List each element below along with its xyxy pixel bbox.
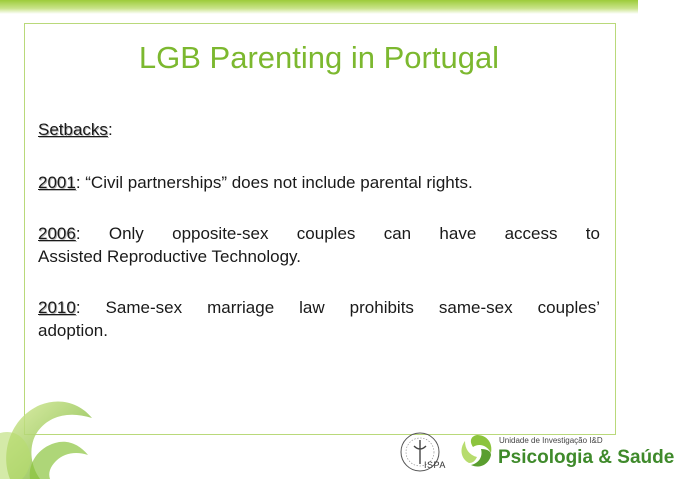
setback-line-2010-1 xyxy=(38,296,600,319)
top-gradient-band xyxy=(0,0,638,14)
research-unit-logo-icon xyxy=(457,431,497,471)
setback-item-2006 xyxy=(38,222,600,268)
setbacks-label: Setbacks xyxy=(38,120,108,139)
slide-title: LGB Parenting in Portugal xyxy=(138,40,500,75)
year-2001: 2001 xyxy=(38,173,76,192)
setbacks-colon: : xyxy=(107,120,113,139)
setback-text-2006-b: Assisted Reproductive Technology. xyxy=(38,247,302,266)
setback-text-2006-a: : Only opposite-sex couples can have access to xyxy=(75,224,600,243)
unit-name: Psicologia & Saúde xyxy=(498,447,674,468)
setback-item-2010 xyxy=(38,296,600,342)
setback-text-2010-b: adoption. xyxy=(38,321,108,340)
green-swirl-logo-icon xyxy=(0,393,96,479)
setback-text-2010-a: : Same-sex marriage law prohibits same-sex couples’ xyxy=(75,298,600,317)
ispa-label: ISPA xyxy=(424,460,446,470)
setback-text-2001: : “Civil partnerships” does not include parental rights. xyxy=(75,173,473,192)
setback-line-2006-1 xyxy=(38,222,600,245)
slide-content xyxy=(38,118,600,370)
year-2006: 2006 xyxy=(38,224,76,243)
unit-subtitle: Unidade de Investigação I&D xyxy=(499,436,603,445)
setback-item-2001 xyxy=(38,171,600,194)
setbacks-heading xyxy=(38,118,600,141)
year-2010: 2010 xyxy=(38,298,76,317)
